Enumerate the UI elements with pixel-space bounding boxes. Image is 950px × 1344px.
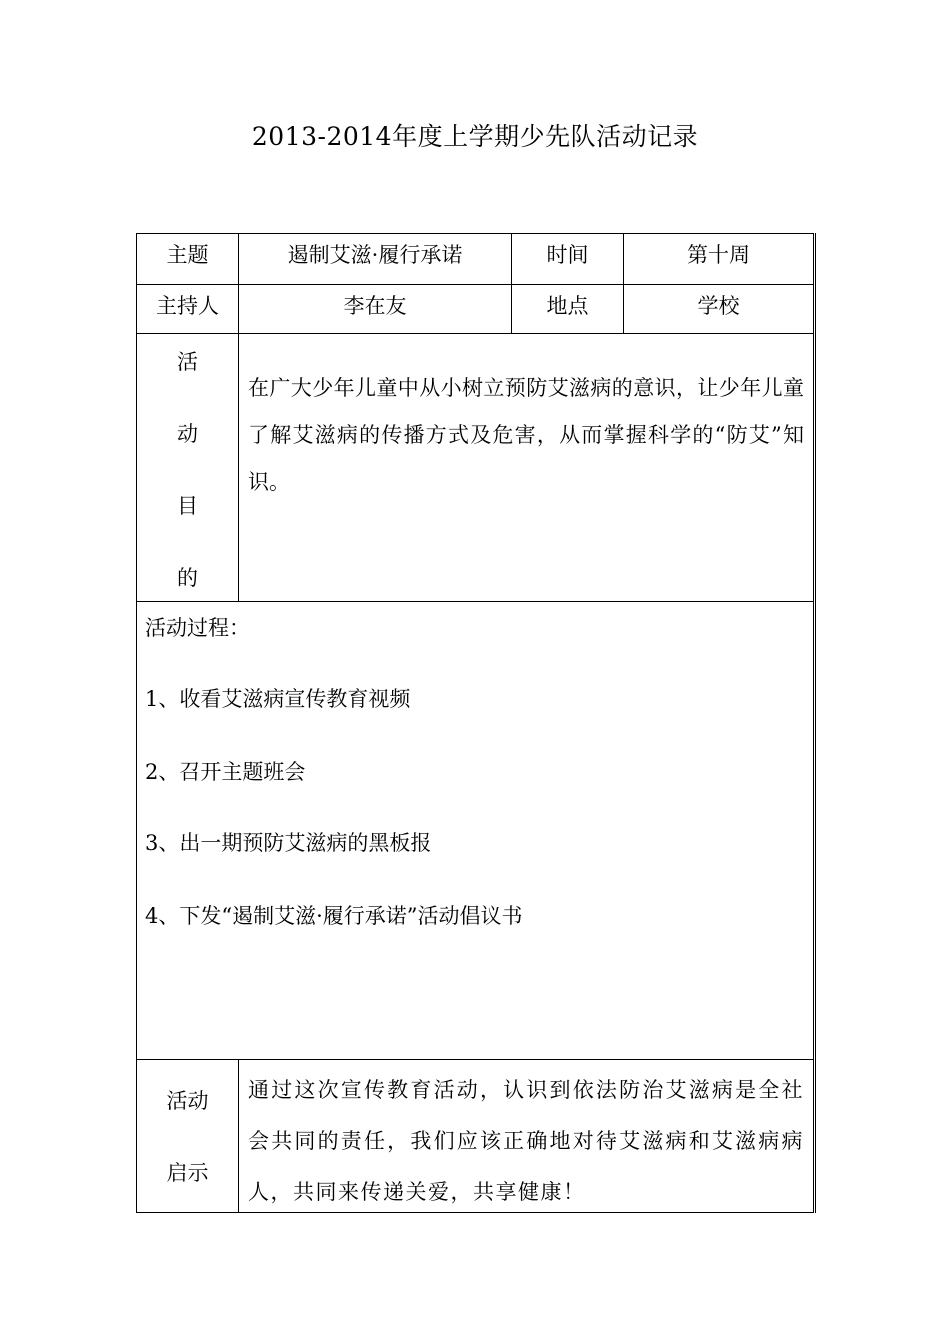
- theme-value: 遏制艾滋·履行承诺: [287, 243, 463, 267]
- page-title: 2013-2014年度上学期少先队活动记录: [251, 122, 699, 151]
- purpose-text: 在广大少年儿童中从小树立预防艾滋病的意识，让少年儿童了解艾滋病的传播方式及危害，从而掌握科学的“防艾”知识。: [248, 376, 804, 494]
- purpose-label-char: 的: [177, 566, 198, 590]
- process-heading: 活动过程：: [145, 616, 250, 640]
- table-right-edge: [815, 233, 816, 1213]
- insight-label-line: 启示: [166, 1161, 209, 1185]
- time-value: 第十周: [687, 243, 750, 267]
- insight-text: 通过这次宣传教育活动，认识到依法防治艾滋病是全社会共同的责任，我们应该正确地对待艾滋病和艾滋病病人，共同来传递关爱，共享健康！: [248, 1078, 804, 1204]
- process-step: 4、下发“遏制艾滋·履行承诺”活动倡议书: [145, 904, 523, 928]
- purpose-label-char: 目: [177, 494, 198, 518]
- purpose-label-char: 活: [177, 350, 198, 374]
- host-label: 主持人: [156, 294, 219, 318]
- insight-label-line: 活动: [166, 1089, 209, 1113]
- col-divider: [238, 1060, 239, 1212]
- process-step: 3、出一期预防艾滋病的黑板报: [145, 831, 432, 855]
- host-value: 李在友: [343, 294, 407, 318]
- theme-label: 主题: [166, 243, 209, 267]
- col-divider: [238, 334, 239, 602]
- purpose-label-char: 动: [177, 422, 198, 446]
- process-step: 1、收看艾滋病宣传教育视频: [145, 687, 411, 711]
- process-step: 2、召开主题班会: [145, 760, 306, 784]
- place-label: 地点: [546, 294, 589, 318]
- time-label: 时间: [546, 243, 589, 267]
- place-value: 学校: [697, 294, 740, 318]
